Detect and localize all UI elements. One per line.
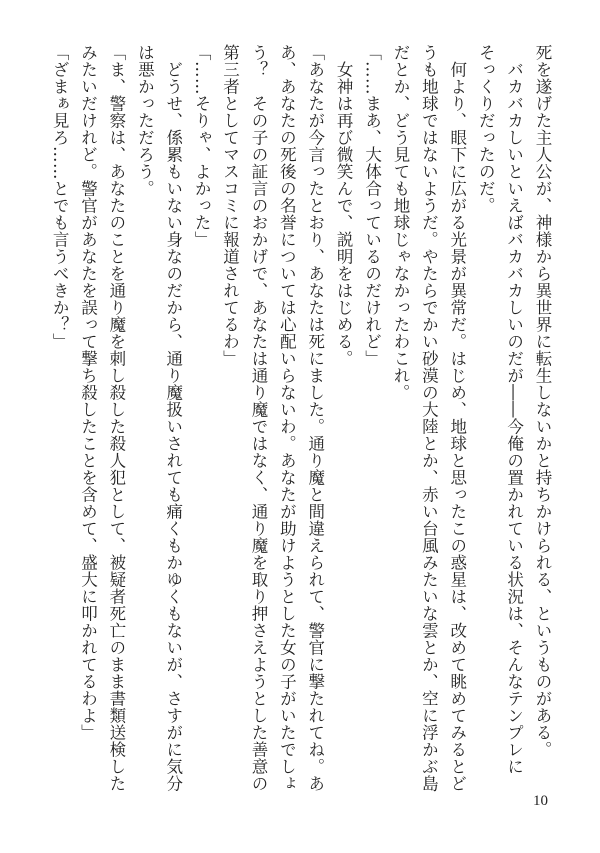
text-line: 第三者としてマスコミに報道されてるわ」 (220, 44, 240, 367)
text-line: 「……まあ、大体合っているのだけれど」 (362, 44, 382, 367)
text-line: 何より、眼下に広がる光景が異常だ。はじめ、地球と思ったこの惑星は、改めて眺めてみるとど (447, 44, 467, 792)
text-line: は悪かっただろう。 (135, 44, 155, 197)
text-line: 「あなたが今言ったとおり、あなたは死にました。通り魔と間違えられて、警官に撃たれてね。あ (305, 44, 325, 792)
text-line: 「ま、警察は、あなたのことを通り魔を刺し殺した殺人犯として、被疑者死亡のまま書類送検した (106, 44, 126, 792)
text-line: 死を遂げた主人公が、神様から異世界に転生しないかと持ちかけられる、というものがある。 (533, 44, 552, 758)
text-line: 「……そりゃ、よかった」 (192, 44, 212, 248)
text-line: 女神は再び微笑んで、説明をはじめる。 (334, 44, 354, 367)
vertical-text-body (40, 44, 556, 794)
text-line: みたいだけれど。警官があなたを誤って撃ち殺したことを含めて、盛大に叩かれてるわよ」 (78, 44, 98, 741)
text-line: う？ その子の証言のおかげで、あなたは通り魔ではなく、通り魔を取り押さえようとした善意の (248, 44, 268, 792)
text-line: 「ざまぁ見ろ……とでも言うべきか？」 (50, 44, 70, 350)
text-line: だとか、どう見ても地球じゃなかったわこれ。 (390, 44, 410, 401)
text-line: バカバカしいといえばバカバカしいのだが――今俺の置かれている状況は、そんなテンプレに (504, 44, 524, 775)
text-line: どうせ、係累もいない身なのだから、通り魔扱いされても痛くもかゆくもないが、さすがに気分 (163, 44, 183, 792)
text-line: うも地球ではないようだ。やたらでかい砂漠の大陸とか、赤い台風みたいな雲とか、空に浮かぶ島 (419, 44, 439, 792)
page-number: 10 (533, 793, 548, 809)
text-line: そっくりだったのだ。 (476, 44, 496, 214)
text-line: あ、あなたの死後の名誉については心配いらないわ。あなたが助けようとした女の子がいたでしょ (277, 44, 297, 792)
